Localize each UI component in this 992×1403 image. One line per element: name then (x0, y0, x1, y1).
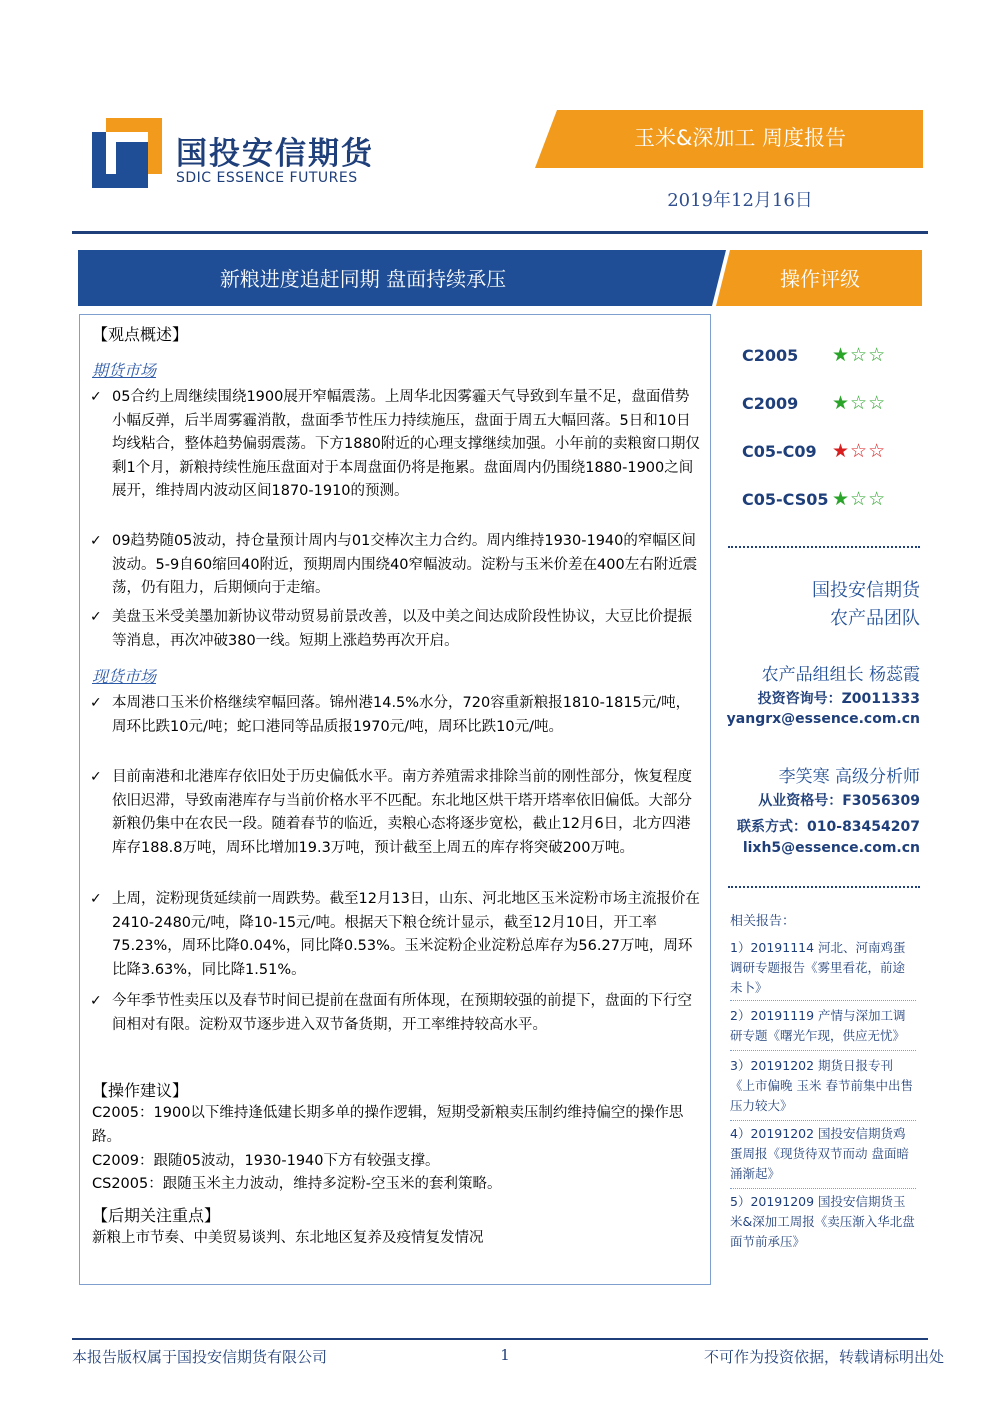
star-filled-icon: ★ (832, 344, 851, 366)
company-logo-mark (92, 118, 162, 188)
rating-label: C2009 (742, 394, 799, 413)
checkmark-icon: ✓ (90, 609, 102, 625)
spot-bullet (90, 766, 702, 860)
star-empty-icon: ☆☆ (850, 392, 887, 414)
advice-line: C2005：1900以下维持逢低建长期多单的操作逻辑，短期受新粮卖压制约维持偏空的操作思路。 (92, 1105, 684, 1145)
company-name-en: SDIC ESSENCE FUTURES (176, 170, 358, 186)
rating-stars (832, 440, 886, 462)
futures-bullet (90, 606, 702, 653)
star-empty-icon: ☆☆ (850, 440, 887, 462)
checkmark-icon: ✓ (90, 695, 102, 711)
analyst-title: 李笑寒 高级分析师 (778, 767, 920, 787)
dotted-divider (728, 546, 920, 550)
report-type-title: 玉米&深加工 周度报告 (633, 126, 847, 150)
related-report-item: 4）20191202 国投安信期货鸡蛋周报《现货待双节而动 盘面暗涌渐起》 (730, 1126, 909, 1181)
star-filled-icon: ★ (832, 392, 851, 414)
focus-text: 新粮上市节奏、中美贸易谈判、东北地区复养及疫情复发情况 (92, 1230, 484, 1246)
rating-header-title: 操作评级 (780, 267, 860, 291)
analyst-phone: 联系方式：010-83454207 (737, 819, 920, 835)
advice-heading: 【操作建议】 (92, 1081, 189, 1100)
team-name: 农产品团队 (830, 608, 920, 629)
checkmark-icon: ✓ (90, 769, 102, 785)
spot-bullet-text: 今年季节性卖压以及春节时间已提前在盘面有所体现，在预期较强的前提下，盘面的下行空间相对有限。淀粉双节逐步进入双节备货期，开工率维持较高水平。 (112, 993, 692, 1033)
spot-bullet (90, 990, 702, 1037)
footer-copyright: 本报告版权属于国投安信期货有限公司 (72, 1348, 328, 1366)
related-report-item: 3）20191202 期货日报专刊《上市偏晚 玉米 春节前集中出售压力较大》 (730, 1058, 913, 1113)
related-separator (730, 1000, 916, 1002)
analyst-email: lixh5@essence.com.cn (742, 840, 920, 856)
report-date: 2019年12月16日 (667, 190, 813, 211)
advice-line: CS2005：跟随玉米主力波动，维持多淀粉-空玉米的套利策略。 (92, 1176, 502, 1192)
futures-bullet (90, 530, 702, 601)
checkmark-icon: ✓ (90, 993, 102, 1009)
checkmark-icon: ✓ (90, 891, 102, 907)
star-empty-icon: ☆☆ (850, 488, 887, 510)
advice-line: C2009：跟随05波动，1930-1940下方有较强支撑。 (92, 1153, 440, 1169)
star-filled-icon: ★ (832, 488, 851, 510)
rating-label: C05-C09 (742, 442, 817, 461)
report-headline: 新粮进度追赶同期 盘面持续承压 (219, 267, 507, 291)
header-divider (72, 231, 928, 234)
dotted-divider (728, 886, 920, 890)
spot-market-heading: 现货市场 (92, 667, 157, 686)
company-name-cn: 国投安信期货 (176, 136, 374, 172)
futures-bullet (90, 386, 702, 504)
related-report-item: 5）20191209 国投安信期货玉米&深加工周报《卖压渐入华北盘面节前承压》 (730, 1194, 915, 1249)
focus-heading: 【后期关注重点】 (92, 1206, 221, 1225)
rating-label: C05-CS05 (742, 490, 829, 509)
futures-bullet-text: 05合约上周继续围绕1900展开窄幅震荡。上周华北因雾霾天气导致到车量不足，盘面借势小幅反弹，后半周雾霾消散，盘面季节性压力持续施压，盘面于周五大幅回落。5日和10日均线粘合，整体趋势偏弱震荡。下方1880附近的心理支撑继续加强。小年前的卖粮窗口期仅剩1个月，新粮持续性施压盘面对于本周盘面仍将是拖累。盘面周内仍围绕1880-1900之间展开，维持周内波动区间1870-1910的预测。 (112, 389, 700, 499)
footer-divider (72, 1338, 928, 1340)
related-separator (730, 1050, 916, 1052)
related-report-item: 1）20191114 河北、河南鸡蛋调研专题报告《雾里看花，前途未卜》 (730, 940, 906, 995)
rating-stars (832, 488, 886, 510)
team-company: 国投安信期货 (812, 580, 920, 601)
leader-email: yangrx@essence.com.cn (726, 711, 920, 727)
overview-heading: 【观点概述】 (92, 325, 189, 344)
related-reports-title: 相关报告： (730, 914, 796, 929)
rating-stars (832, 392, 886, 414)
rating-stars (832, 344, 886, 366)
rating-label: C2005 (742, 346, 799, 365)
futures-market-heading: 期货市场 (92, 361, 157, 380)
leader-title: 农产品组组长 杨蕊霞 (761, 665, 920, 685)
related-separator (730, 1120, 916, 1122)
spot-bullet (90, 888, 702, 982)
footer-disclaimer: 不可作为投资依据，转载请标明出处 (703, 1348, 944, 1366)
page-number: 1 (500, 1346, 510, 1364)
spot-bullet (90, 692, 702, 739)
futures-bullet-text: 美盘玉米受美墨加新协议带动贸易前景改善，以及中美之间达成阶段性协议，大豆比价提振等消息，再次冲破380一线。短期上涨趋势再次开启。 (112, 609, 692, 649)
spot-bullet-text: 目前南港和北港库存依旧处于历史偏低水平。南方养殖需求排除当前的刚性部分，恢复程度依旧迟滞，导致南港库存与当前价格水平不匹配。东北地区烘干塔开塔率依旧偏低。大部分新粮仍集中在农民一段。随着春节的临近，卖粮心态将逐步宽松，截止12月6日，北方四港库存188.8万吨，周环比增加19.3万吨，预计截至上周五的库存将突破200万吨。 (112, 769, 692, 856)
related-separator (730, 1188, 916, 1190)
spot-bullet-text: 本周港口玉米价格继续窄幅回落。锦州港14.5%水分，720容重新粮报1810-1815元/吨，周环比跌10元/吨；蛇口港同等品质报1970元/吨，周环比跌10元/吨。 (112, 695, 691, 735)
related-report-item: 2）20191119 产情与深加工调研专题《曙光乍现，供应无忧》 (730, 1008, 906, 1043)
checkmark-icon: ✓ (90, 533, 102, 549)
star-empty-icon: ☆☆ (850, 344, 887, 366)
star-filled-icon: ★ (832, 440, 851, 462)
futures-bullet-text: 09趋势随05波动，持仓量预计周内与01交棒次主力合约。周内维持1930-1940的窄幅区间波动。5-9自60缩回40附近，预期周内围绕40窄幅波动。淀粉与玉米价差在400左右附近震荡，仍有阻力，后期倾向于走缩。 (112, 533, 698, 596)
spot-bullet-text: 上周，淀粉现货延续前一周跌势。截至12月13日，山东、河北地区玉米淀粉市场主流报价在2410-2480元/吨，降10-15元/吨。根据天下粮仓统计显示，截至12月10日，开工率75.23%，周环比降0.04%，同比降0.53%。玉米淀粉企业淀粉总库存为56.27万吨，周环比降3.63%，同比降1.51%。 (112, 891, 700, 978)
leader-license: 投资咨询号：Z0011333 (757, 691, 920, 707)
checkmark-icon: ✓ (90, 389, 102, 405)
analyst-license: 从业资格号：F3056309 (758, 793, 920, 809)
